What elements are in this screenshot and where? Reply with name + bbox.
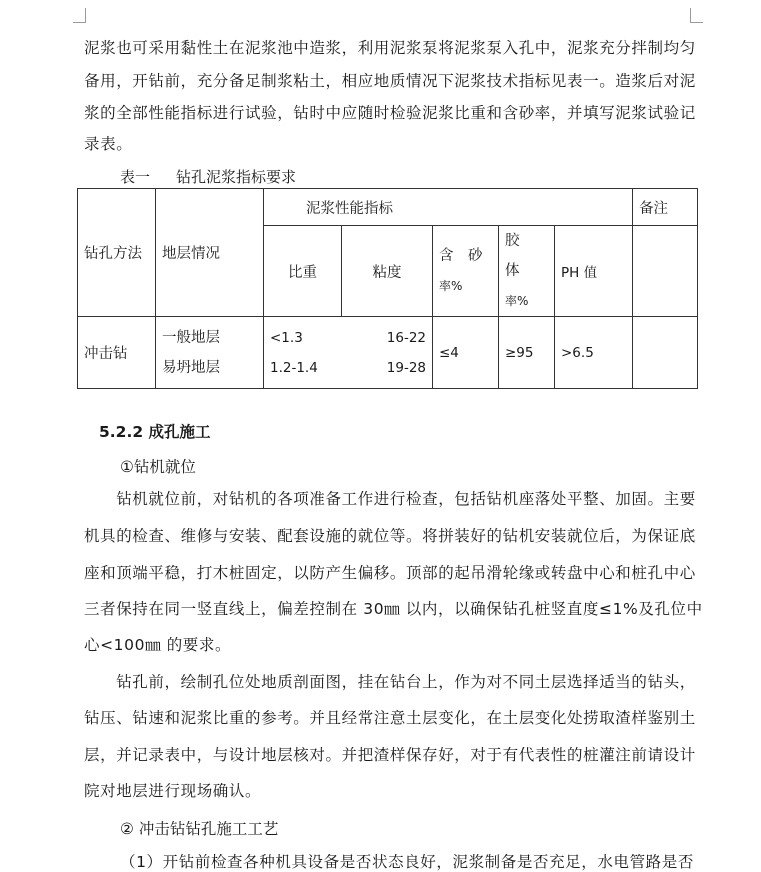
header-mud-performance: 泥浆性能指标 [264,189,633,226]
table-row [78,317,698,389]
cell-density-2: 1.2-1.4 [270,359,318,376]
cell-ph: >6.5 [555,317,633,389]
header-stratum: 地层情况 [156,189,264,317]
cell-stratum-2: 易坍地层 [162,359,220,376]
cell-method: 冲击钻 [78,317,156,389]
subsection-title: ①钻机就位 [120,458,196,476]
header-sand-rate-line1: 含 砂 [439,248,483,264]
cell-stratum-1: 一般地层 [162,329,220,346]
cell-remark [633,317,698,389]
header-colloid-rate [499,226,555,317]
paragraph-line: 三者保持在同一竖直线上，偏差控制在 30㎜ 以内，以确保钻孔桩竖直度≤1%及孔位中 [84,600,703,618]
cell-sand-rate: ≤4 [433,317,499,389]
paragraph-line: 录表。 [84,135,133,153]
paragraph-line: 泥浆也可采用黏性土在泥浆池中造浆，利用泥浆泵将泥浆泵入孔中，泥浆充分拌制均匀 [84,39,696,57]
table-caption-title: 钻孔泥浆指标要求 [176,168,297,186]
paragraph-line: 浆的全部性能指标进行试验，钻时中应随时检验泥浆比重和含砂率，并填写泥浆试验记 [84,104,696,122]
header-sand-rate-line2: 率% [439,279,463,293]
paragraph-line: 座和顶端平稳，打木桩固定，以防产生偏移。顶部的起吊滑轮缘或转盘中心和桩孔中心 [84,564,696,582]
paragraph-line: （1）开钻前检查各种机具设备是否状态良好，泥浆制备是否充足，水电管路是否 [120,853,694,871]
remark-empty-cell [633,226,698,317]
header-ph: PH 值 [555,226,633,317]
header-remark: 备注 [633,189,698,226]
paragraph-line: 备用，开钻前，充分备足制浆粘土，相应地质情况下泥浆技术指标见表一。造浆后对泥 [84,72,696,90]
margin-corner-mark [690,8,703,23]
cell-stratum [156,317,264,389]
paragraph-line: 钻压、钻速和泥浆比重的参考。并且经常注意土层变化，在土层变化处捞取渣样鉴别土 [84,709,696,727]
margin-corner-mark [73,8,86,23]
paragraph-line: 层，并记录表中，与设计地层核对。并把渣样保存好，对于有代表性的桩灌注前请设计 [84,746,696,764]
header-method: 钻孔方法 [78,189,156,317]
cell-colloid-rate: ≥95 [499,317,555,389]
header-colloid-rate-line1: 胶 体 [505,233,534,279]
cell-viscosity-2: 19-28 [386,359,426,376]
cell-values-row-1 [270,323,426,353]
paragraph-line: 院对地层进行现场确认。 [84,782,262,800]
header-density: 比重 [264,226,342,317]
subsection-title: ② 冲击钻钻孔施工工艺 [120,820,279,838]
cell-values-row-2 [270,353,426,383]
paragraph-line: 钻机就位前，对钻机的各项准备工作进行检查，包括钻机座落处平整、加固。主要 [84,490,696,508]
header-sand-rate [433,226,499,317]
mud-spec-table [77,188,698,389]
table-caption [120,166,322,187]
cell-viscosity-1: 16-22 [386,329,426,346]
paragraph-line: 心<100㎜ 的要求。 [84,636,232,654]
header-viscosity: 粘度 [342,226,433,317]
paragraph-line: 钻孔前，绘制孔位处地质剖面图，挂在钻台上，作为对不同土层选择适当的钻头， [84,673,696,691]
paragraph-line: 机具的检查、维修与安装、配套设施的就位等。将拼装好的钻机安装就位后，为保证底 [84,527,696,545]
section-heading: 5.2.2 成孔施工 [99,423,211,441]
header-colloid-rate-line2: 率% [505,294,529,308]
table-caption-label: 表一 [120,168,151,186]
cell-density-1: <1.3 [270,329,303,346]
cell-density-viscosity [264,317,433,389]
